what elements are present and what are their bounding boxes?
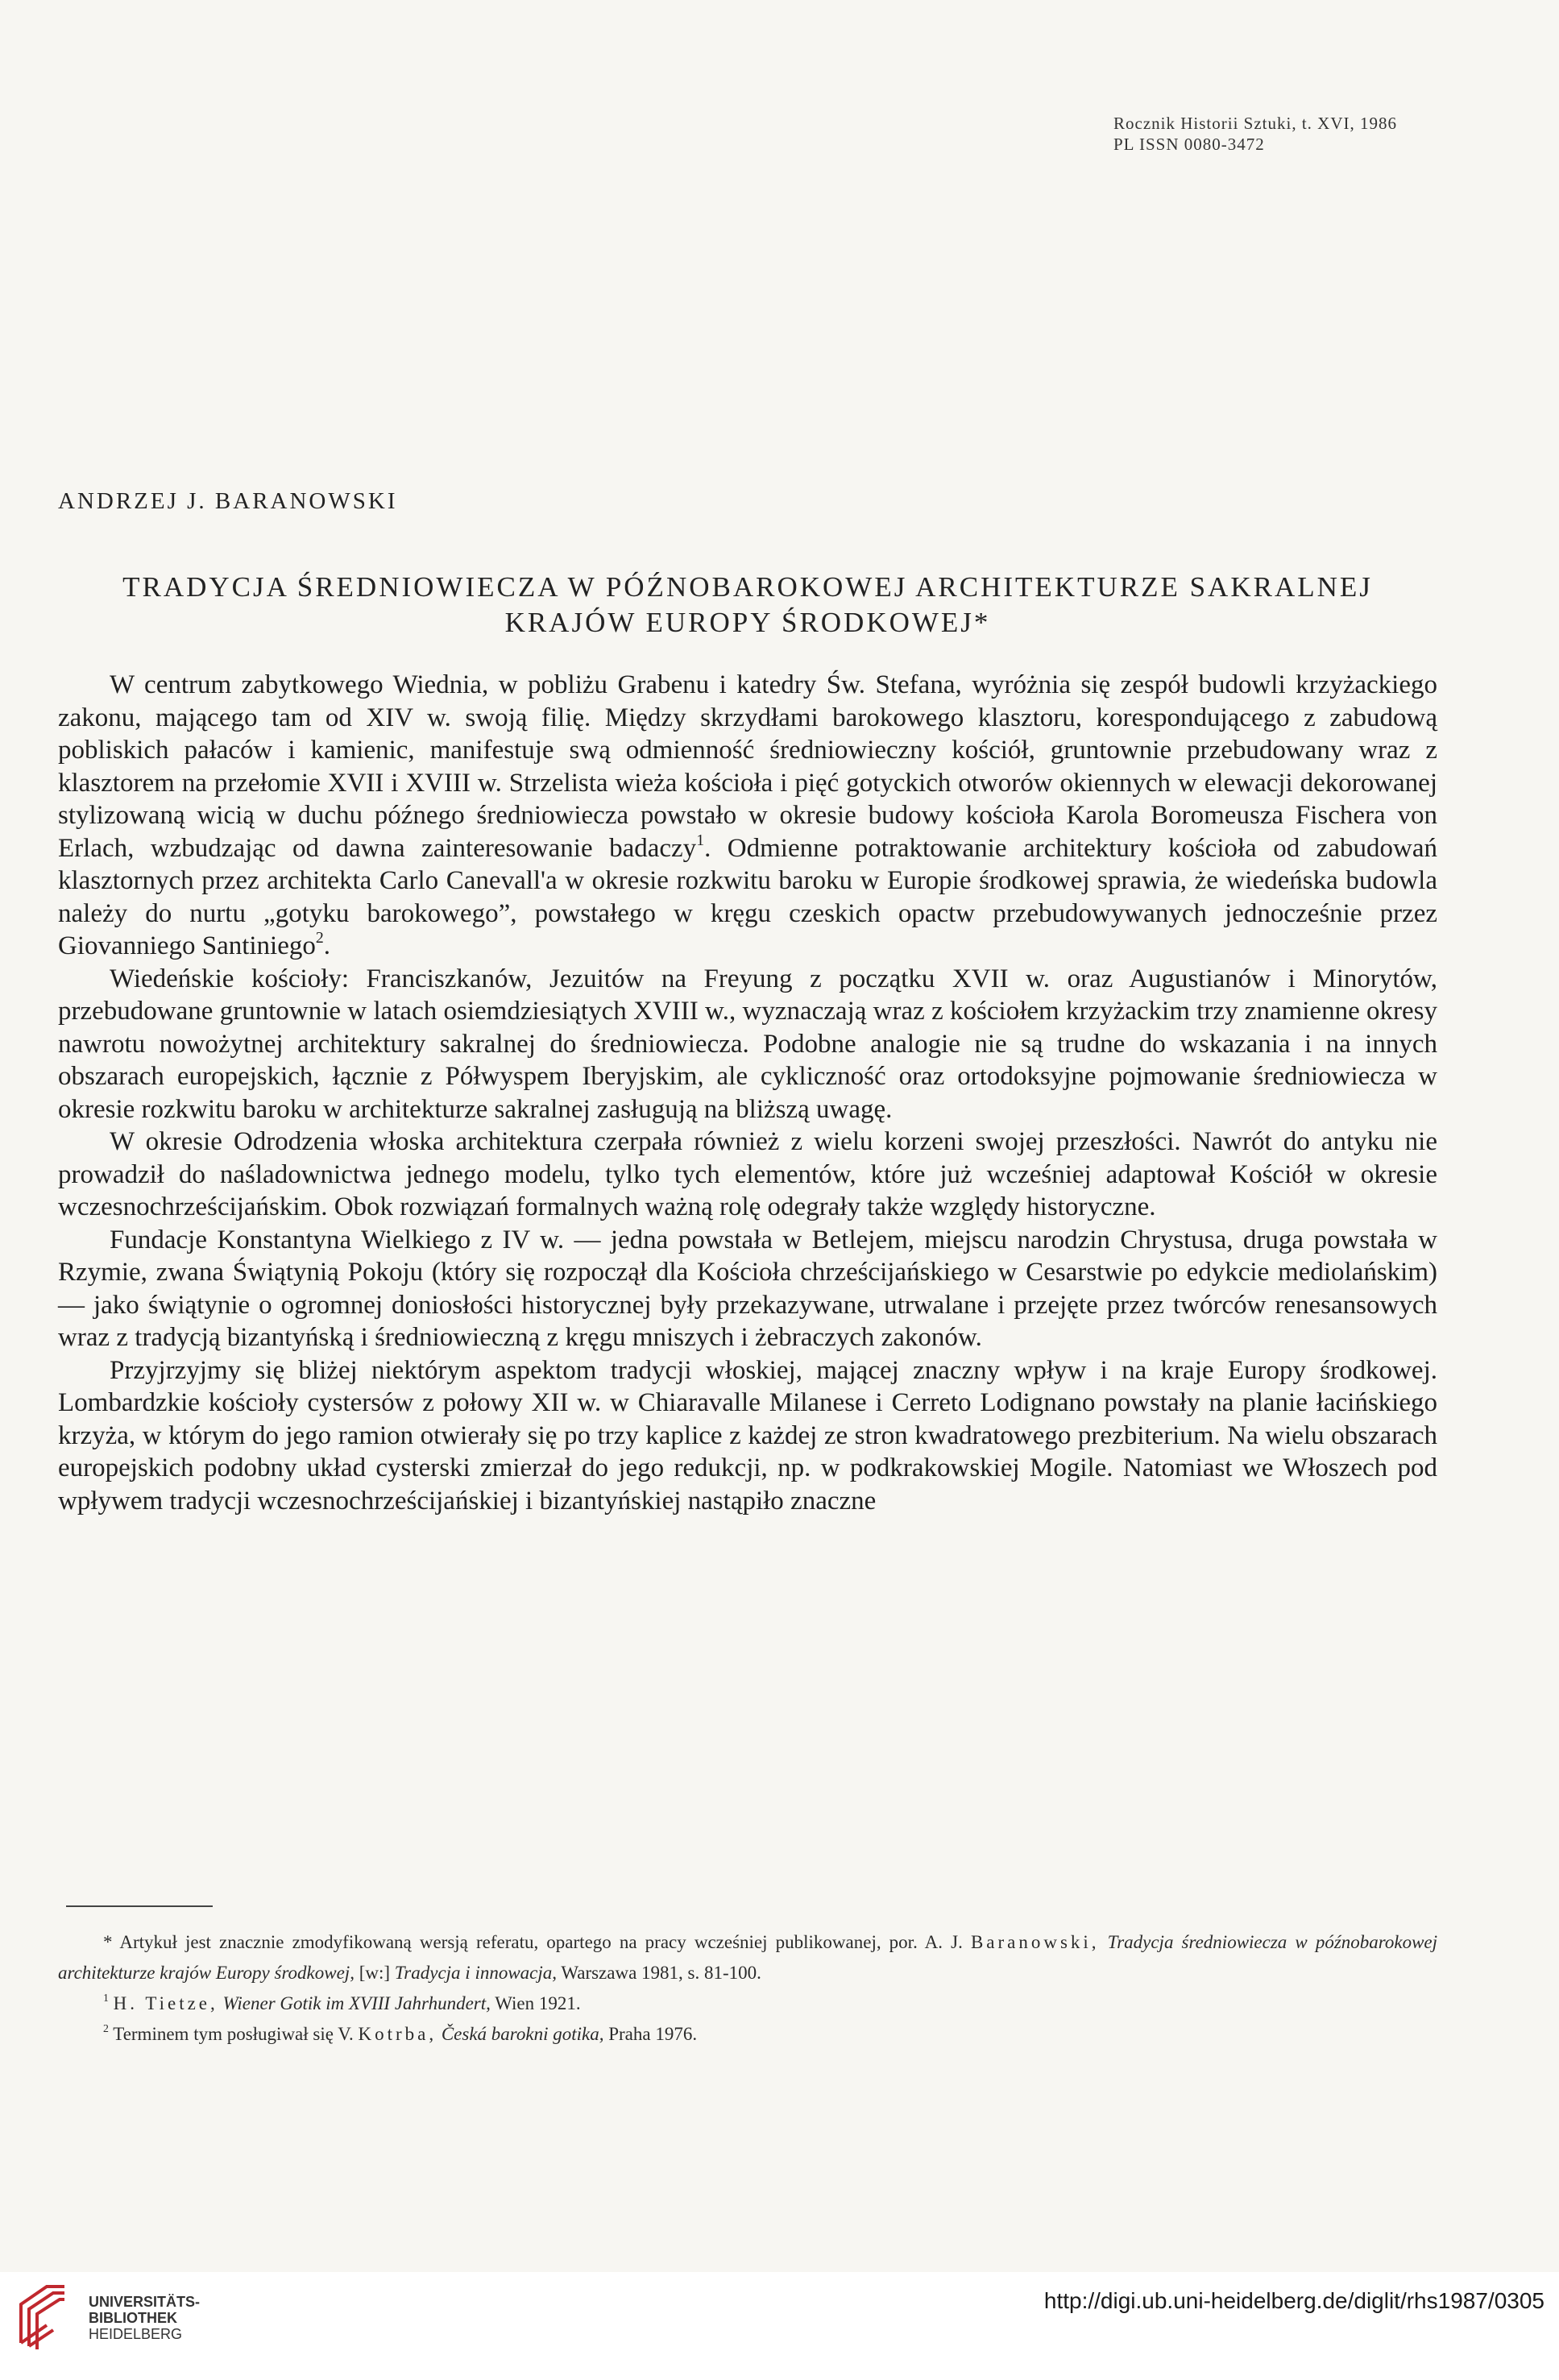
footnote-1-title: Wiener Gotik im XVIII Jahrhundert, xyxy=(222,1993,491,2013)
footnote-1 xyxy=(58,1988,1437,2019)
footnote-star-text-b: Warszawa 1981, s. 81-100. xyxy=(561,1963,761,1983)
footnote-divider xyxy=(66,1905,213,1907)
footnotes xyxy=(58,1927,1437,2050)
paragraph-1-text-c: . xyxy=(323,931,331,960)
library-name xyxy=(89,2294,200,2342)
article-title-line-2: KRAJÓW EUROPY ŚRODKOWEJ* xyxy=(504,607,991,638)
issn-line: PL ISSN 0080-3472 xyxy=(1113,135,1265,154)
source-url-link[interactable]: http://digi.ub.uni-heidelberg.de/diglit/rhs1987/0305 xyxy=(1043,2288,1544,2313)
library-name-line-2: BIBLIOTHEK xyxy=(89,2310,177,2326)
footnote-star-marker: * xyxy=(103,1932,113,1952)
footnote-ref-2[interactable]: 2 xyxy=(315,929,324,947)
footnote-2-marker: 2 xyxy=(103,2021,109,2034)
footnote-star-title: Tradycja średniowiecza w późnobarokowej architekturze krajów Europy środkowej, xyxy=(58,1932,1438,1983)
footnote-star-in: [w:] xyxy=(359,1963,391,1983)
footnote-2-text-a: Terminem tym posługiwał się V. xyxy=(113,2024,354,2044)
journal-info xyxy=(1113,113,1397,155)
footnote-ref-1[interactable]: 1 xyxy=(696,831,705,849)
footnote-2-rest: Praha 1976. xyxy=(608,2024,698,2044)
footnote-1-rest: Wien 1921. xyxy=(495,1993,581,2013)
paragraph-5: Przyjrzyjmy się bliżej niektórym aspektom tradycji włoskiej, mającej znaczny wpływ i na kraje Europy środkowej. Lombardzkie kościoły cystersów z połowy XII w. w Chiaravalle Milanese i Cerreto Lodignano powstały na planie łacińskiego krzyża, w którym do jego ramion otwierały się po trzy kaplice z każdej ze stron kwadratowego prezbiterium. Na wielu obszarach europejskich podobny układ cysterski zmierzał do jego redukcji, np. w podkrakowskiej Mogile. Natomiast we Włoszech pod wpływem tradycji wczesnochrześcijańskiej i bizantyńskiej nastąpiło znaczne xyxy=(58,1355,1437,1515)
footnote-2-author: Kotrba, xyxy=(358,2024,437,2044)
journal-line: Rocznik Historii Sztuki, t. XVI, 1986 xyxy=(1113,114,1397,133)
footnote-2 xyxy=(58,2019,1437,2050)
paragraph-1-text-a: W centrum zabytkowego Wiednia, w pobliżu Grabenu i katedry Św. Stefana, wyróżnia się zespół budowli krzyżackiego zakonu, mającego tam od XIV w. swoją filię. Między skrzydłami barokowego klasztoru, korespondującego z zabudową pobliskich pałaców i kamienic, manifestuje swą odmienność średniowieczny kościół, gruntownie przebudowany wraz z klasztorem na przełomie XVII i XVIII w. Strzelista wieża kościoła i pięć gotyckich otworów okiennych w elewacji dekorowanej stylizowaną wicią w duchu późnego średniowiecza powstało w okresie budowy kościoła Karola Boromeusza Fischera von Erlach, wzbudzając od dawna zainteresowanie badaczy xyxy=(58,670,1437,863)
paragraph-2: Wiedeńskie kościoły: Franciszkanów, Jezuitów na Freyung z początku XVII w. oraz Augustianów i Minorytów, przebudowane gruntownie w latach osiemdziesiątych XVIII w., wyznaczają wraz z kościołem krzyżackim trzy znamienne okresy nawrotu nowożytnej architektury sakralnej do średniowiecza. Podobne analogie nie są trudne do wskazania i na innych obszarach europejskich, łącznie z Półwyspem Iberyjskim, ale cykliczność oraz ortodoksyjne pojmowanie średniowiecza w okresie rozkwitu baroku w architekturze sakralnej zasługują na bliższą uwagę. xyxy=(58,964,1437,1124)
footnote-star-text-a: Artykuł jest znacznie zmodyfikowaną wersją referatu, opartego na pracy wcześniej publikowanej, por. A. J. xyxy=(119,1932,963,1952)
footnote-1-marker: 1 xyxy=(103,1991,109,2004)
paragraph-1-text-b: . Odmienne potraktowanie architektury kościoła od zabudowań klasztornych przez architekta Carlo Canevall'a w okresie rozkwitu baroku w Europie środkowej sprawia, że wiedeńska budowla należy do nurtu „gotyku barokowego”, powstałego w kręgu czeskich opactw przebudowywanych jednocześnie przez Giovanniego Santiniego xyxy=(58,833,1438,960)
footnote-star xyxy=(58,1927,1437,1988)
footnote-2-title: Česká barokni gotika, xyxy=(441,2024,604,2044)
paragraph-4: Fundacje Konstantyna Wielkiego z IV w. — jedna powstała w Betlejem, miejscu narodzin Chrystusa, druga powstała w Rzymie, zwana Świątynią Pokoju (który się rozpoczął dla Kościoła chrześcijańskiego w Cesarstwie po edykcie mediolańskim) — jako świątynie o ogromnej doniosłości historycznej były przekazywane, utrwalane i przejęte przez twórców renesansowych wraz z tradycją bizantyńską i średniowieczną z kręgu mniszych i żebraczych zakonów. xyxy=(58,1225,1437,1352)
library-name-line-3: HEIDELBERG xyxy=(89,2326,183,2342)
article-author: ANDRZEJ J. BARANOWSKI xyxy=(58,488,398,514)
article-body xyxy=(58,669,1437,1517)
footnote-star-volume: Tradycja i innowacja, xyxy=(394,1963,558,1983)
paragraph-1 xyxy=(58,669,1437,963)
library-name-line-1: UNIVERSITÄTS- xyxy=(89,2294,201,2310)
paragraph-3: W okresie Odrodzenia włoska architektura czerpała również z wielu korzeni swojej przeszłości. Nawrót do antyku nie prowadził do naśladownictwa jednego modelu, tylko tych elementów, które już wcześniej adaptował Kościół w okresie wczesnochrześcijańskim. Obok rozwiązań formalnych ważną rolę odegrały także względy historyczne. xyxy=(58,1127,1437,1221)
article-title-line-1: TRADYCJA ŚREDNIOWIECZA W PÓŹNOBAROKOWEJ ARCHITEKTURZE SAKRALNEJ xyxy=(122,571,1373,603)
footnote-star-author: Baranowski, xyxy=(970,1932,1100,1952)
library-logo-icon xyxy=(15,2280,71,2353)
footnote-1-author: H. Tietze, xyxy=(113,1993,218,2013)
